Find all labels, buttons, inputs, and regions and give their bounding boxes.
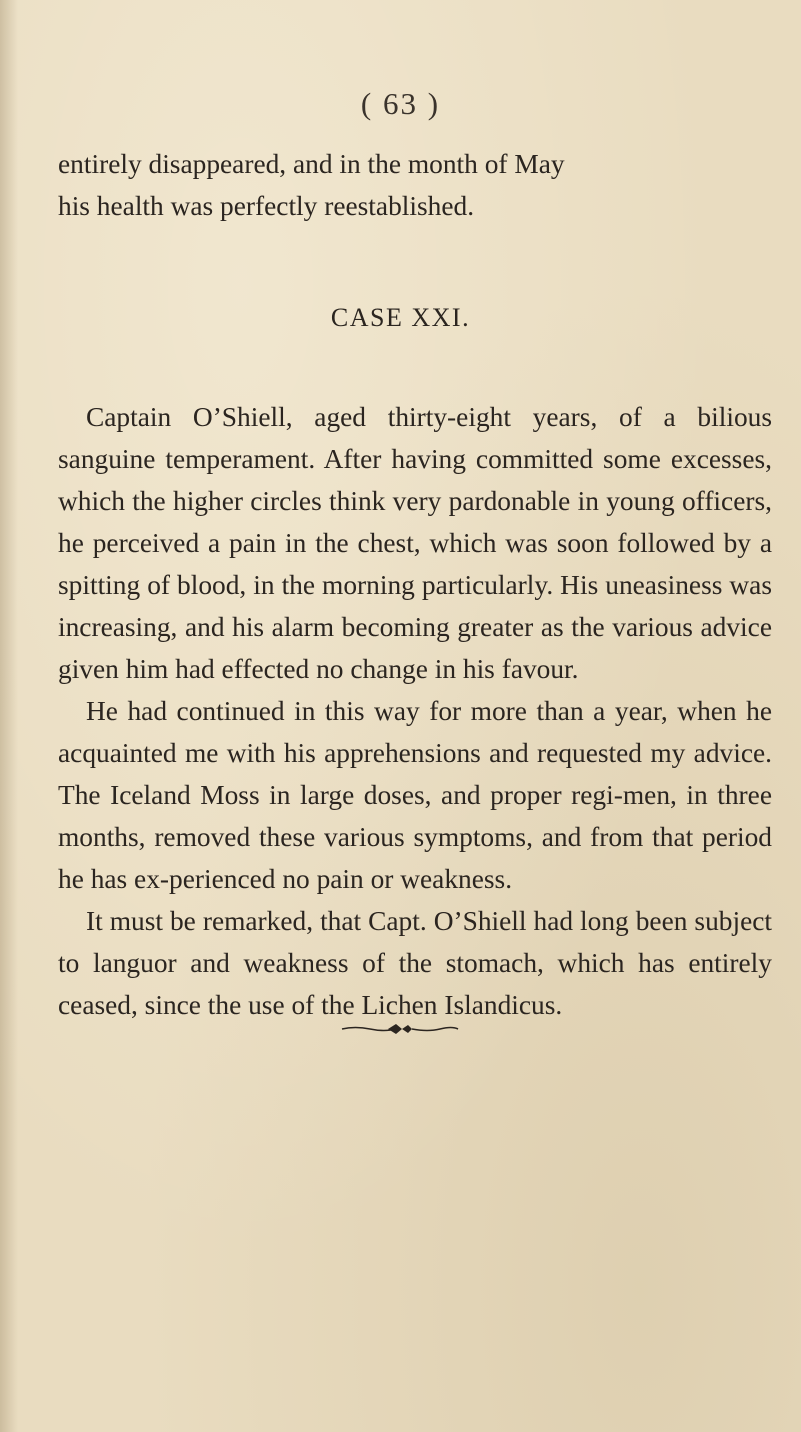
intro-line-2: his health was perfectly reestablished. [58,191,475,221]
case-paragraph-1: Captain O’Shiell, aged thirty-eight years, of a bilious sanguine temperament. After having committed some excesses, which the higher circles think very pardonable in young officers, he perceived a pain in the chest, which was soon followed by a spitting of blood, in the morning particularly. His uneasiness was increasing, and his alarm becoming greater as the various advice given him had effected no change in his favour. [58,402,772,684]
page-number: ( 63 ) [360,86,441,121]
end-ornament [340,1022,460,1036]
intro-line-1: entirely disappeared, and in the month of May [58,149,565,179]
page-edge-shadow [0,0,18,1432]
case-paragraph-2: He had continued in this way for more than a year, when he acquainted me with his apprehensions and requested my advice. The Iceland Moss in large doses, and proper regi-men, in three months, removed these various symptoms, and from that period he has ex-perienced no pain or weakness. [58,696,772,894]
case-body [58,334,772,1026]
case-heading: CASE XXI. [330,303,471,332]
intro-text [58,143,772,227]
case-paragraph-3: It must be remarked, that Capt. O’Shiell had long been subject to languor and weakness of the stomach, which has entirely ceased, since the use of the Lichen Islandicus. [58,906,772,1020]
